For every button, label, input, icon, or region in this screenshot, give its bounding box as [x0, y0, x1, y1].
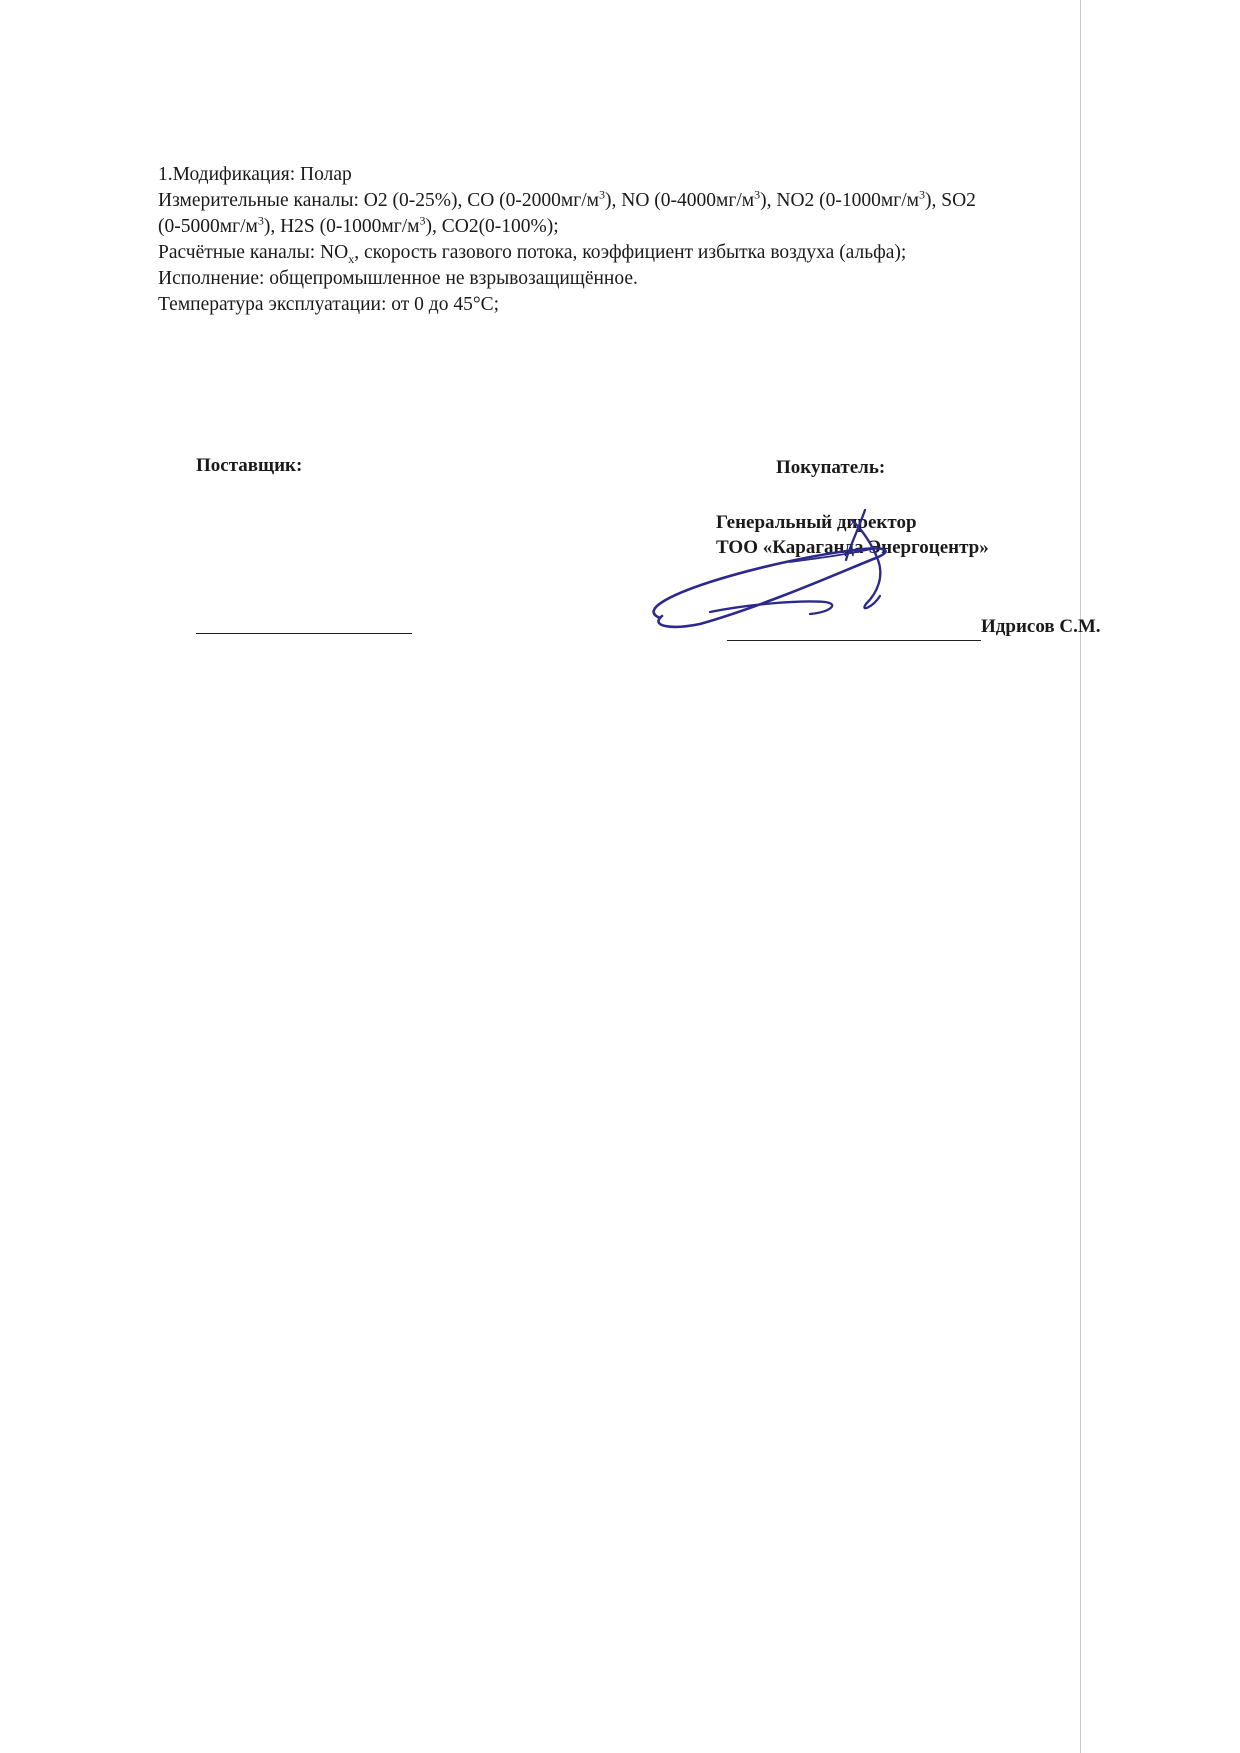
specification-block: [158, 162, 1118, 318]
buyer-signer-name: Идрисов С.М.: [981, 616, 1101, 637]
buyer-label: Покупатель:: [776, 457, 886, 478]
buyer-company-name: ТОО «Караганда Энергоцентр»: [716, 537, 989, 558]
signature-stroke-main: [654, 548, 886, 626]
handwritten-signature: [640, 500, 980, 640]
buyer-position-title: Генеральный директор: [716, 512, 917, 533]
signature-stroke-tail: [790, 548, 876, 562]
measuring-channels-line-1: Измерительные каналы: О2 (0-25%), СО $(0-2000мг/м^3)$, NO $(0-4000мг/м^3)$, NO2 $(0-1000мг/м^3)$, SO2: [158, 187, 976, 211]
supplier-label: Поставщик:: [196, 455, 303, 476]
signature-stroke-flourish: [710, 601, 832, 614]
temperature-line: Температура эксплуатации: от 0 до 45°С;: [158, 294, 500, 315]
calculated-channels-line: Расчётные каналы: $NO_x$, скорость газового потока, коэффициент избытка воздуха (альфа);: [158, 242, 907, 266]
supplier-signature-line: [196, 633, 412, 634]
modification-line: 1.Модификация: Полар: [158, 164, 352, 185]
buyer-signature-line: [727, 640, 981, 641]
measuring-channels-line-2: $(0-5000мг/м^3)$, H2S $(0-1000мг/м^3)$, CO2(0-100%);: [158, 213, 559, 237]
execution-line: Исполнение: общепромышленное не взрывозащищённое.: [158, 268, 638, 289]
